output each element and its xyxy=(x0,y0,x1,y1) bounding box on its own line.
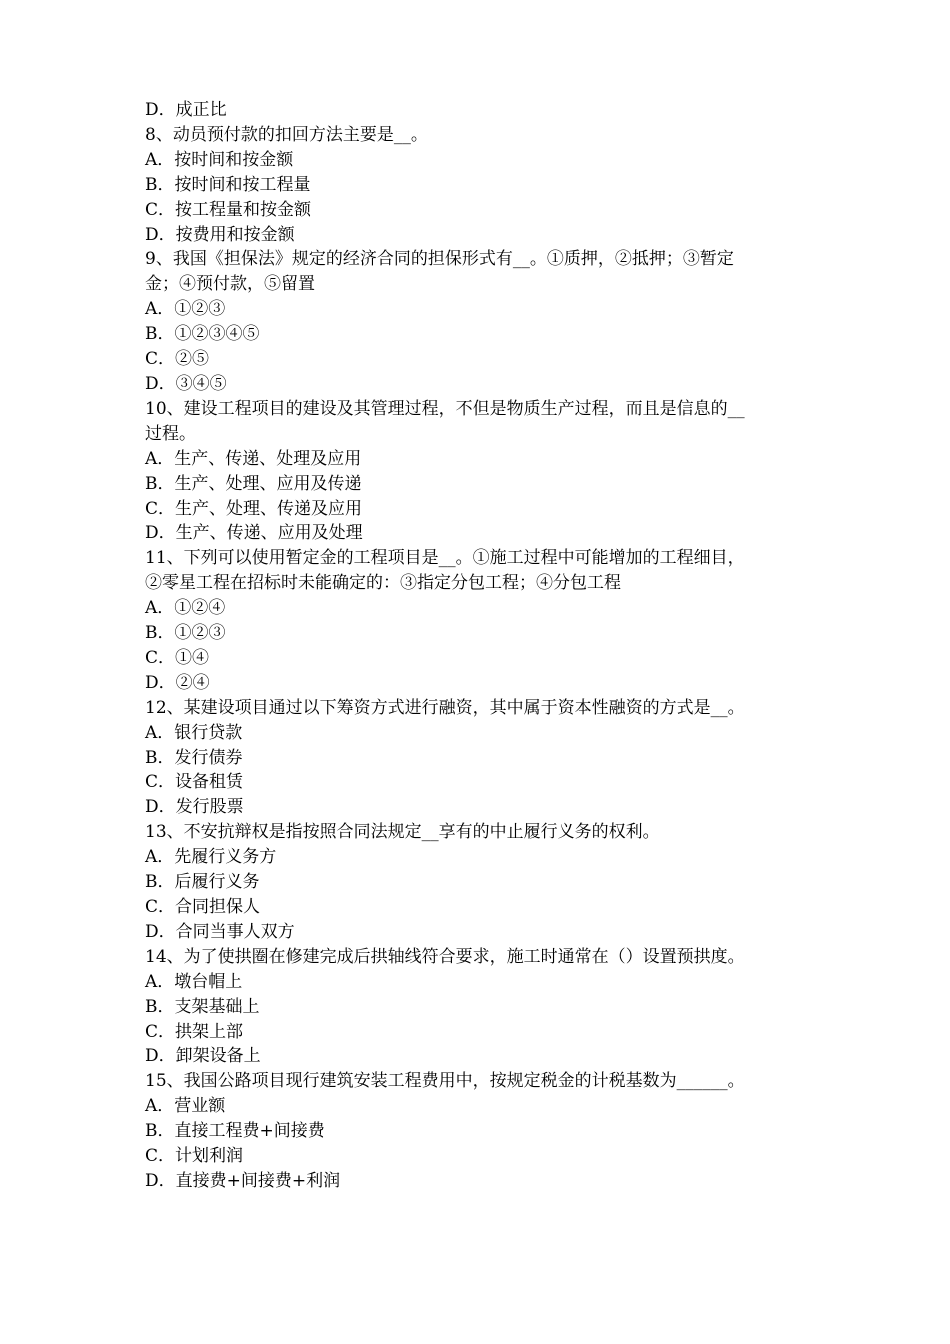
option-line: B．发行债券 xyxy=(145,747,243,768)
option-line: C．生产、处理、传递及应用 xyxy=(145,498,363,519)
question-line: 12、某建设项目通过以下筹资方式进行融资，其中属于资本性融资的方式是__。 xyxy=(145,697,745,718)
option-line: B．支架基础上 xyxy=(145,996,260,1017)
question-line: 10、建设工程项目的建设及其管理过程，不但是物质生产过程，而且是信息的__ xyxy=(145,398,745,419)
question-line: 15、我国公路项目现行建筑安装工程费用中，按规定税金的计税基数为______。 xyxy=(145,1071,745,1092)
option-line: A．生产、传递、处理及应用 xyxy=(145,448,362,469)
option-line: C．合同担保人 xyxy=(145,897,261,917)
option-line: B．①②③ xyxy=(145,623,226,644)
option-line: A．营业额 xyxy=(145,1096,226,1117)
option-line: B．直接工程费+间接费 xyxy=(145,1121,325,1142)
option-line: D．成正比 xyxy=(145,100,227,120)
option-line: B．按时间和按工程量 xyxy=(145,174,311,195)
option-line: B．后履行义务 xyxy=(145,872,260,893)
option-line: C．按工程量和按金额 xyxy=(145,199,312,220)
option-line: A．银行贷款 xyxy=(145,722,243,743)
option-line: D．卸架设备上 xyxy=(145,1046,261,1067)
option-line: A．①②③ xyxy=(145,299,226,320)
option-line: A．墩台帽上 xyxy=(145,971,243,992)
option-line: D．③④⑤ xyxy=(145,373,227,394)
question-line: 金；④预付款，⑤留置 xyxy=(145,274,315,295)
question-line: 过程。 xyxy=(145,423,196,444)
option-line: D．生产、传递、应用及处理 xyxy=(145,523,363,544)
option-line: C．②⑤ xyxy=(145,349,210,370)
option-line: D．②④ xyxy=(145,672,210,693)
option-line: C．计划利润 xyxy=(145,1146,244,1167)
option-line: A．①②④ xyxy=(145,598,226,619)
question-line: 11、下列可以使用暂定金的工程项目是__。①施工过程中可能增加的工程细目， xyxy=(145,548,745,569)
question-line: 13、不安抗辩权是指按照合同法规定__享有的中止履行义务的权利。 xyxy=(145,822,660,843)
option-line: D．发行股票 xyxy=(145,797,244,818)
option-line: C．拱架上部 xyxy=(145,1021,244,1042)
question-line: ②零星工程在招标时未能确定的：③指定分包工程；④分包工程 xyxy=(145,573,621,594)
option-line: C．设备租赁 xyxy=(145,772,244,793)
option-line: B．生产、处理、应用及传递 xyxy=(145,473,362,494)
option-line: D．直接费+间接费+利润 xyxy=(145,1170,341,1191)
option-line: D．合同当事人双方 xyxy=(145,921,295,942)
option-line: B．①②③④⑤ xyxy=(145,324,260,345)
option-line: A．按时间和按金额 xyxy=(145,149,294,170)
option-line: A．先履行义务方 xyxy=(145,847,277,868)
option-line: D．按费用和按金额 xyxy=(145,224,295,245)
question-line: 14、为了使拱圈在修建完成后拱轴线符合要求，施工时通常在（）设置预拱度。 xyxy=(145,946,745,967)
option-line: C．①④ xyxy=(145,647,210,668)
question-line: 8、动员预付款的扣回方法主要是__。 xyxy=(145,124,428,145)
document-page xyxy=(145,98,815,1194)
question-line: 9、我国《担保法》规定的经济合同的担保形式有__。①质押，②抵押；③暂定 xyxy=(145,249,734,270)
